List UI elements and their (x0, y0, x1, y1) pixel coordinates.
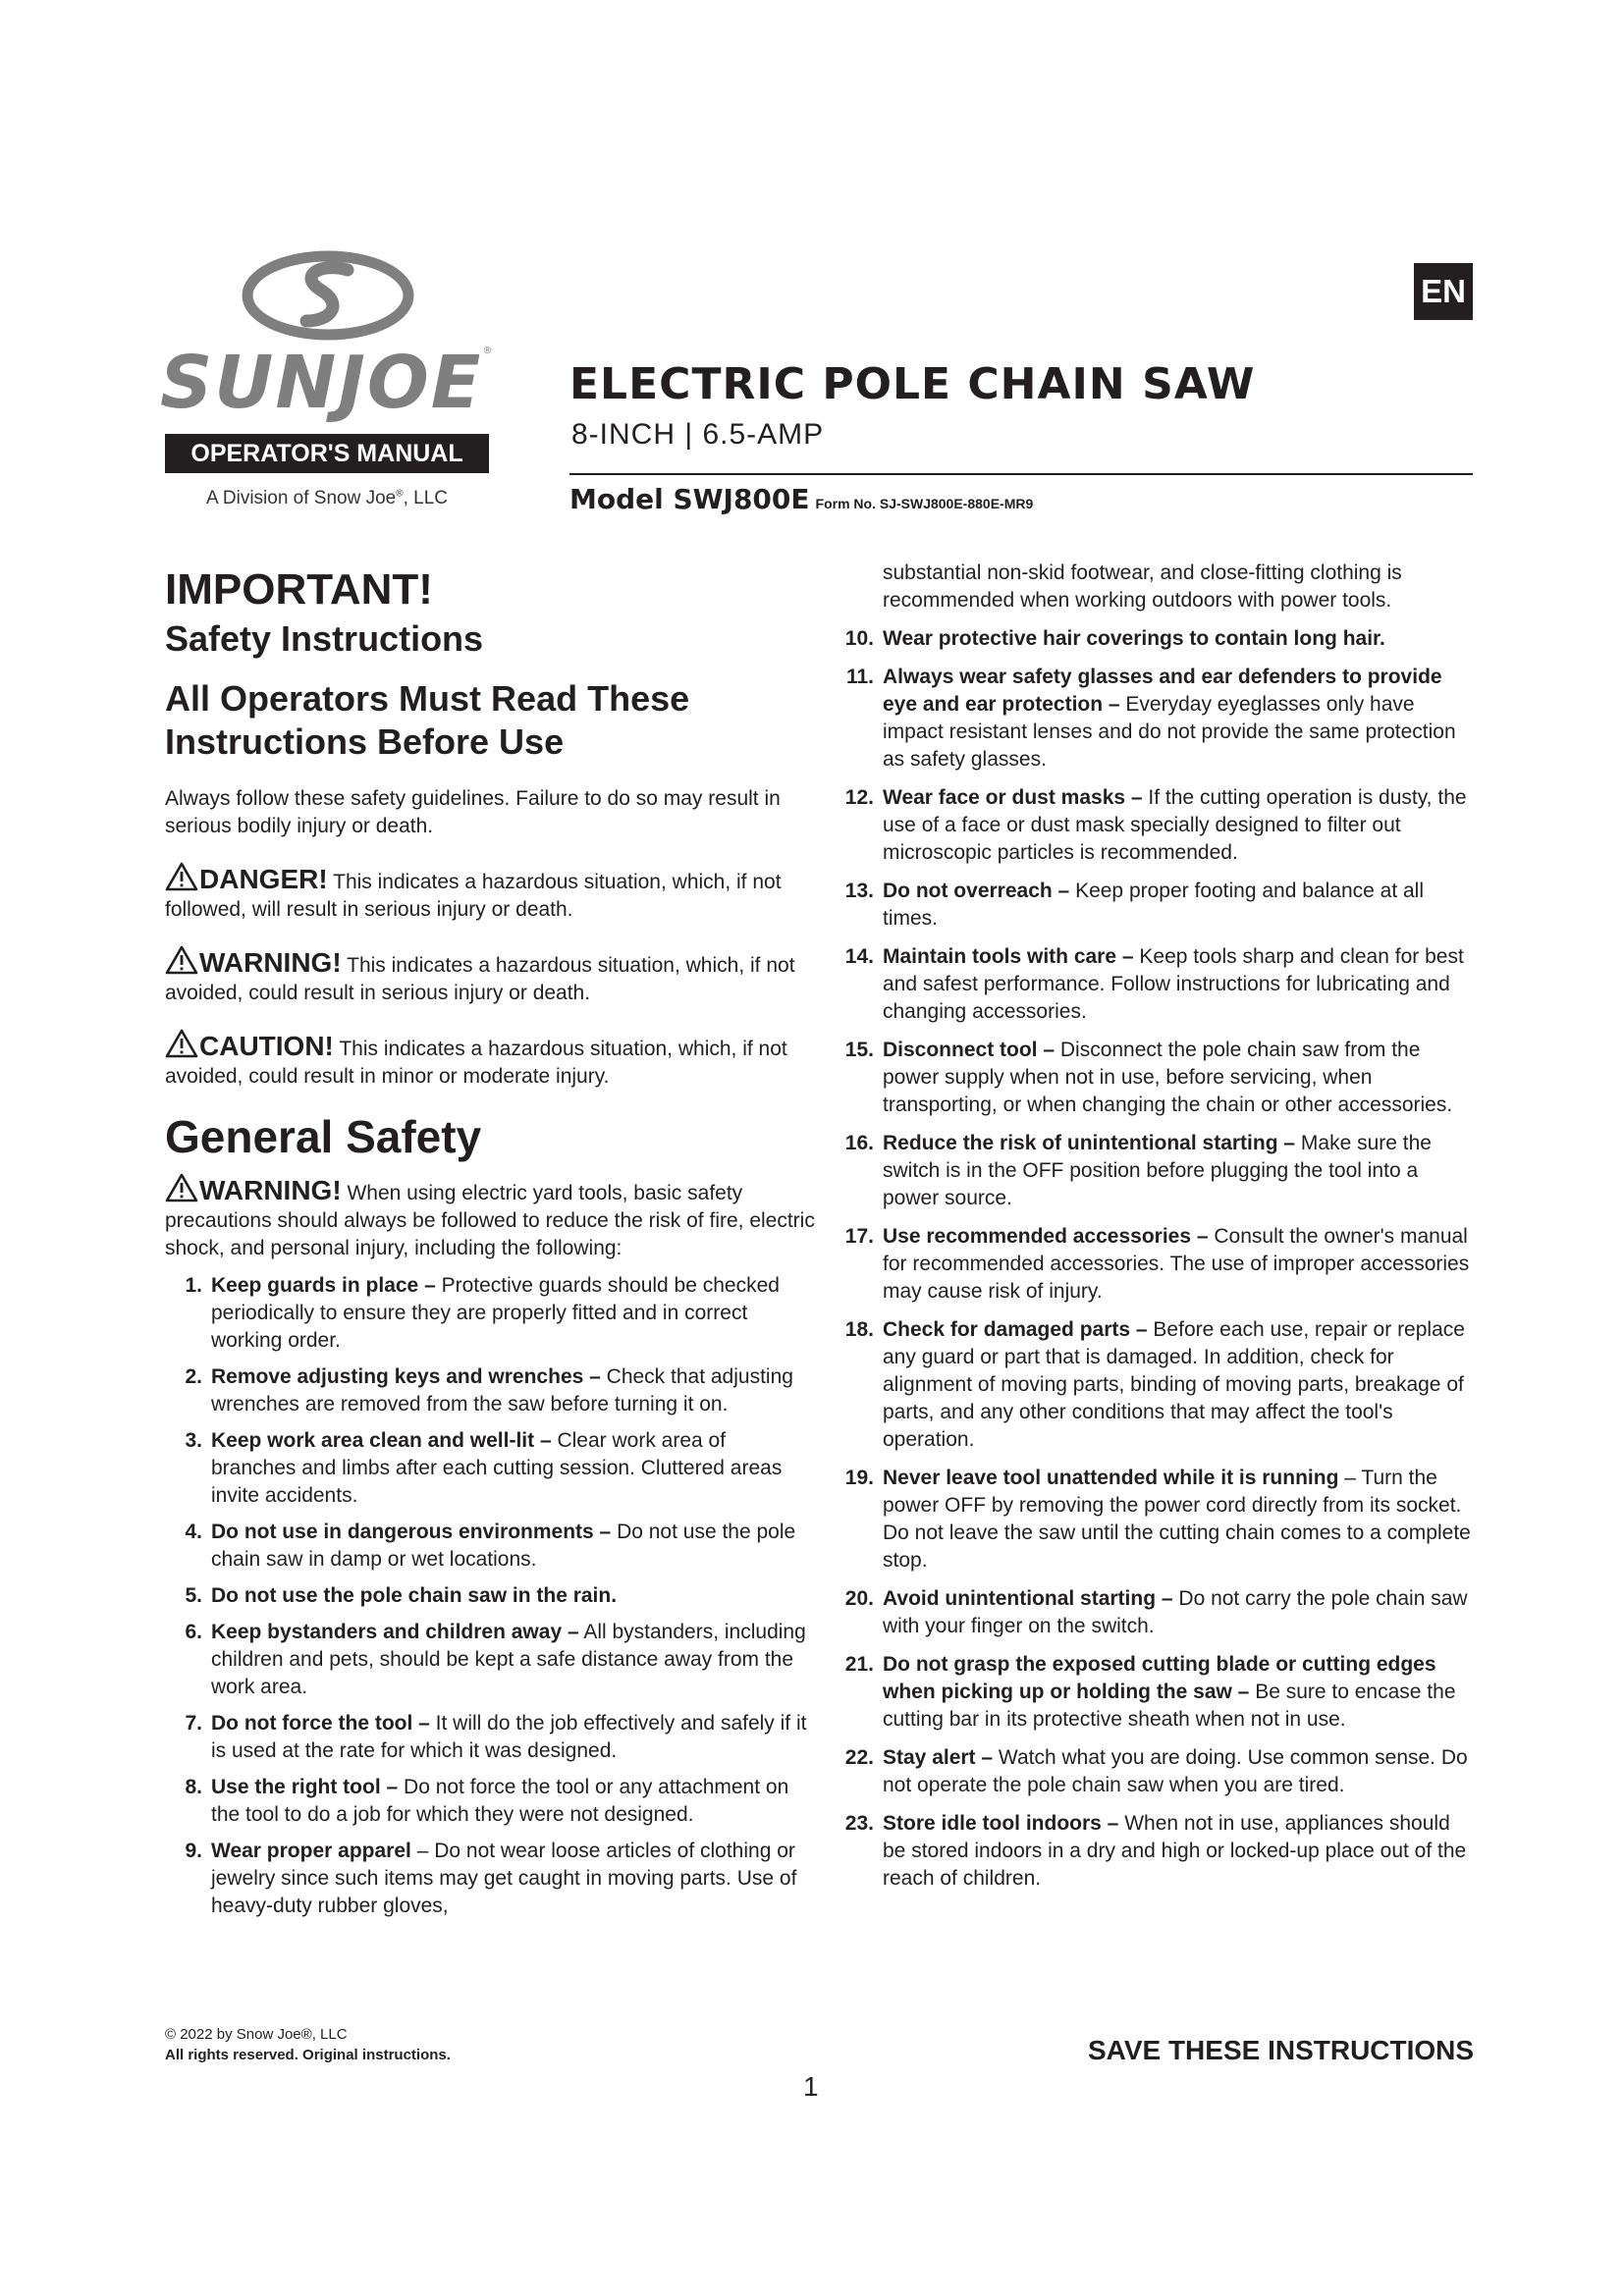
item-text: Keep proper footing and balance at all times. (883, 880, 1424, 930)
item-lead: Avoid unintentional starting – (883, 1587, 1173, 1610)
warning-triangle-icon (165, 945, 198, 975)
item-text: It will do the job effectively and safely if it is used at the rate for which it was designed. (211, 1712, 807, 1762)
item-lead: Maintain tools with care – (883, 945, 1134, 968)
model-line (569, 483, 1033, 515)
item-number: 1. (185, 1274, 202, 1297)
safety-instructions-heading: Safety Instructions (165, 618, 484, 659)
item-text: – Do not wear loose articles of clothing or jewelry since such items may get caught in moving parts. Use of heavy-duty rubber gloves, (211, 1840, 797, 1917)
copyright-line-2: All rights reserved. Original instructions. (165, 2047, 451, 2063)
item-lead: Disconnect tool – (883, 1039, 1056, 1061)
safety-item (165, 1582, 815, 1610)
signal-word: DANGER! (199, 864, 328, 894)
item-number: 9. (185, 1840, 202, 1862)
right-column (837, 560, 1475, 1893)
item-lead: Do not grasp the exposed cutting blade or cutting edges when picking up or holding the saw – (883, 1653, 1436, 1703)
copyright-line-1: © 2022 by Snow Joe®, LLC (165, 2026, 348, 2043)
item-number: 7. (185, 1712, 202, 1735)
item-lead: Wear face or dust masks – (883, 786, 1143, 809)
item-number: 2. (185, 1365, 202, 1388)
safety-list-right (837, 625, 1475, 1893)
item-number: 22. (844, 1746, 874, 1769)
item-lead: Store idle tool indoors – (883, 1812, 1119, 1835)
safety-list-left (165, 1272, 815, 1920)
safety-item (165, 1272, 815, 1355)
item-number: 4. (185, 1521, 202, 1543)
warning-triangle-icon (165, 1173, 198, 1202)
item-number: 16. (844, 1132, 874, 1154)
warning-triangle-icon (165, 1029, 198, 1058)
item-lead: Use recommended accessories – (883, 1225, 1209, 1248)
division-text: A Division of Snow Joe®, LLC (205, 488, 449, 508)
item-lead: Use the right tool – (211, 1776, 399, 1798)
item-text: Be sure to encase the cutting bar in its protective sheath when not in use. (883, 1681, 1456, 1731)
signal-warning (165, 945, 815, 1007)
safety-item (837, 1316, 1475, 1454)
item-text: If the cutting operation is dusty, the use of a face or dust mask specially designed to filter out microscopic particles is recommended. (883, 786, 1467, 864)
item-number: 10. (844, 627, 874, 650)
item-number: 6. (185, 1621, 202, 1643)
item-number: 12. (844, 786, 874, 809)
safety-item (165, 1427, 815, 1510)
item-text: Make sure the switch is in the OFF position before plugging the tool into a power source. (883, 1132, 1432, 1209)
item-lead: Reduce the risk of unintentional starting – (883, 1132, 1296, 1154)
general-safety-heading: General Safety (165, 1111, 482, 1162)
item-lead: Stay alert – (883, 1746, 994, 1769)
item-text: Protective guards should be checked periodically to ensure they are properly fitted and in correct working order. (211, 1274, 780, 1352)
signal-text: This indicates a hazardous situation, which, if not avoided, could result in serious injury or death. (165, 954, 795, 1004)
safety-item (837, 943, 1475, 1026)
item-lead: Do not overreach – (883, 880, 1070, 902)
important-heading: IMPORTANT! (165, 565, 433, 614)
signal-text: This indicates a hazardous situation, which, if not avoided, could result in minor or moderate injury. (165, 1038, 787, 1088)
signal-words (165, 862, 815, 1091)
item-text: Do not use the pole chain saw in damp or wet locations. (211, 1521, 796, 1571)
safety-item (837, 1037, 1475, 1119)
brand-logo: SUNJOE® (160, 250, 494, 419)
item-lead: Remove adjusting keys and wrenches – (211, 1365, 601, 1388)
left-column (165, 565, 815, 1920)
language-badge: EN (1414, 263, 1473, 320)
item-lead: Keep work area clean and well-lit – (211, 1429, 552, 1452)
item-text: All bystanders, including children and pets, should be kept a safe distance away from the work area. (211, 1621, 806, 1698)
product-subtitle: 8-INCH | 6.5-AMP (571, 418, 825, 451)
item-lead: Do not use in dangerous environments – (211, 1521, 612, 1543)
item-text: Disconnect the pole chain saw from the power supply when not in use, before servicing, when transporting, or when changing the chain or other accessories. (883, 1039, 1453, 1116)
item-lead: Always wear safety glasses and ear defenders to provide eye and ear protection – (883, 666, 1442, 716)
item-text: Consult the owner's manual for recommended accessories. The use of improper accessories may cause risk of injury. (883, 1225, 1470, 1303)
safety-item (837, 1810, 1475, 1893)
operators-manual-badge: OPERATOR'S MANUAL (165, 434, 489, 473)
safety-item (165, 1363, 815, 1418)
signal-text: This indicates a hazardous situation, which, if not followed, will result in serious injury or death. (165, 871, 782, 921)
safety-item (837, 664, 1475, 774)
item-number: 13. (844, 880, 874, 902)
safety-item (837, 1651, 1475, 1734)
item-number: 5. (185, 1584, 202, 1607)
item-number: 18. (844, 1318, 874, 1341)
save-instructions-note: SAVE THESE INSTRUCTIONS (1088, 2035, 1475, 2065)
item-lead: Never leave tool unattended while it is running (883, 1467, 1339, 1489)
safety-item (837, 1223, 1475, 1306)
safety-item (837, 878, 1475, 933)
item-text: Everyday eyeglasses only have impact resistant lenses and do not provide the same protection as safety glasses. (883, 693, 1456, 771)
item-number: 8. (185, 1776, 202, 1798)
safety-item (837, 784, 1475, 867)
item-number: 23. (844, 1812, 874, 1835)
warning-word: WARNING! (199, 1175, 342, 1205)
safety-item (837, 1585, 1475, 1640)
item-text: Watch what you are doing. Use common sense. Do not operate the pole chain saw when you are tired. (883, 1746, 1468, 1796)
item-text: Check that adjusting wrenches are removed from the saw before turning it on. (211, 1365, 793, 1415)
item-text: Do not force the tool or any attachment on the tool to do a job for which they were not designed. (211, 1776, 789, 1826)
warning-text: When using electric yard tools, basic safety precautions should always be followed to reduce the risk of fire, electric shock, and personal injury, including the following: (165, 1182, 815, 1259)
item-lead: Keep bystanders and children away – (211, 1621, 579, 1643)
warning-triangle-icon (165, 862, 198, 891)
safety-item (165, 1710, 815, 1765)
operators-heading: All Operators Must Read These Instructions Before Use (165, 678, 690, 762)
signal-word: WARNING! (199, 947, 342, 978)
item-text: Before each use, repair or replace any guard or part that is damaged. In addition, check for alignment of moving parts, binding of moving parts, breakage of parts, and any other conditions that may affect the tool's operation. (883, 1318, 1465, 1451)
copyright (165, 2024, 451, 2065)
product-title: ELECTRIC POLE CHAIN SAW (569, 359, 1256, 409)
signal-word: CAUTION! (199, 1031, 334, 1061)
safety-item (165, 1619, 815, 1701)
sunjoe-logo-icon (242, 250, 414, 341)
intro-paragraph: Always follow these safety guidelines. Failure to do so may result in serious bodily injury or death. (165, 787, 781, 837)
safety-item (837, 1465, 1475, 1575)
model-label: Model SWJ800E (569, 483, 810, 515)
signal-danger (165, 862, 815, 924)
safety-item (165, 1774, 815, 1829)
general-warning (165, 1173, 815, 1262)
item-number: 11. (845, 666, 874, 688)
item-lead: Keep guards in place – (211, 1274, 436, 1297)
item-number: 3. (185, 1429, 202, 1452)
safety-item (837, 625, 1475, 653)
item-lead: Do not force the tool – (211, 1712, 430, 1735)
header-divider (569, 473, 1473, 475)
item-text: Keep tools sharp and clean for best and safest performance. Follow instructions for lubricating and changing accessories. (883, 945, 1464, 1023)
item-number: 17. (844, 1225, 874, 1248)
item-lead: Do not use the pole chain saw in the rain. (211, 1584, 618, 1607)
item-number: 21. (844, 1653, 874, 1676)
item-lead: Wear protective hair coverings to contain long hair. (883, 627, 1385, 650)
item-text: When not in use, appliances should be stored indoors in a dry and high or locked-up place out of the reach of children. (883, 1812, 1467, 1890)
item-number: 14. (844, 945, 874, 968)
item-number: 20. (844, 1587, 874, 1610)
brand-name: SUNJOE (160, 341, 483, 425)
safety-item (165, 1838, 815, 1920)
signal-caution (165, 1029, 815, 1091)
item-number: 15. (844, 1039, 874, 1061)
item-9-continuation: substantial non-skid footwear, and close-fitting clothing is recommended when working outdoors with power tools. (883, 561, 1402, 612)
item-lead: Check for damaged parts – (883, 1318, 1148, 1341)
item-lead: Wear proper apparel (211, 1840, 411, 1862)
safety-item (837, 1130, 1475, 1212)
safety-item (165, 1519, 815, 1574)
page-number: 1 (803, 2071, 819, 2102)
safety-item (837, 1744, 1475, 1799)
item-text: – Turn the power OFF by removing the power cord directly from its socket. Do not leave the saw until the cutting chain comes to a complete stop. (883, 1467, 1471, 1572)
item-text: Do not carry the pole chain saw with your finger on the switch. (883, 1587, 1468, 1637)
item-number: 19. (844, 1467, 874, 1489)
form-number: Form No. SJ-SWJ800E-880E-MR9 (815, 496, 1034, 511)
item-text: Clear work area of branches and limbs after each cutting session. Cluttered areas invite accidents. (211, 1429, 783, 1507)
